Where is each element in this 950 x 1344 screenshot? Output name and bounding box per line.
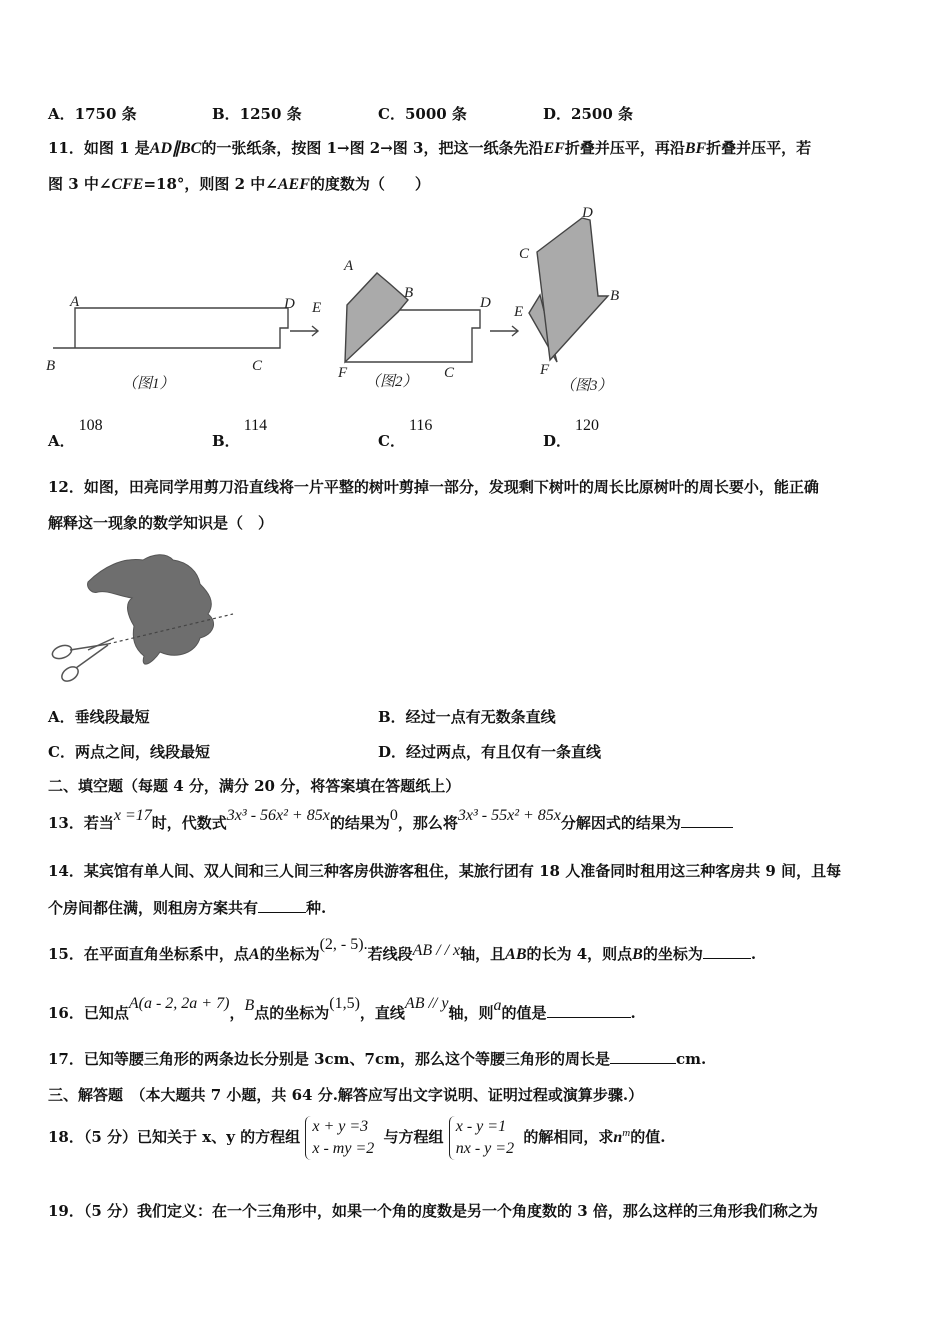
- q17-line: 17．已知等腰三角形的两条边长分别是 3cm、7cm，那么这个等腰三角形的周长是 cm.: [48, 1050, 707, 1068]
- fig3-label-b: B: [610, 288, 620, 304]
- fig2-label-a: A: [344, 258, 354, 274]
- fig3-label-e: E: [514, 304, 524, 320]
- fig1-label-a: A: [70, 294, 80, 310]
- fig1-label-d: D: [284, 296, 295, 312]
- q12-line-2: 解释这一现象的数学知识是（ ）: [48, 514, 274, 532]
- arrow-2: [490, 326, 518, 336]
- q15-line: 15．在平面直角坐标系中，点A的坐标为(2, - 5).若线段AB / / x轴，且AB的长为 4，则点B的坐标为 .: [48, 936, 757, 963]
- section-2-heading: 二、填空题（每题 4 分，满分 20 分，将答案填在答题纸上）: [48, 777, 461, 795]
- figure-3: [529, 218, 608, 362]
- fig1-label-b: B: [46, 358, 56, 374]
- fig1-caption: （图1）: [122, 376, 175, 392]
- fig3-label-f: F: [540, 362, 550, 378]
- q11-option-d: D．120: [543, 417, 600, 450]
- q14-line-2: 个房间都住满，则租房方案共有 种.: [48, 899, 327, 917]
- fig1-label-c: C: [252, 358, 263, 374]
- q12-option-d: D．经过两点，有且仅有一条直线: [378, 743, 602, 761]
- q12-option-b: B．经过一点有无数条直线: [378, 708, 556, 726]
- figure-1-labels: [46, 294, 295, 392]
- fig3-caption: （图3）: [560, 378, 613, 394]
- q13-line: 13．若当x =17时，代数式3x³ - 56x² + 85x的结果为0，那么将3x³ - 55x² + 85x分解因式的结果为: [48, 812, 733, 833]
- fig2-label-e: E: [312, 300, 322, 316]
- q10-option-d: D．2500 条: [543, 105, 633, 123]
- q16-answer-blank[interactable]: [547, 1003, 631, 1018]
- q15-answer-blank[interactable]: [703, 944, 751, 959]
- q11-line-2: 图 3 中∠CFE=18°，则图 2 中∠AEF的度数为（ ）: [48, 175, 430, 193]
- q14-line-1: 14．某宾馆有单人间、双人间和三人间三种客房供游客租住，某旅行团有 18 人准备同时租用这三种客房共 9 间，且每: [48, 862, 842, 880]
- figure-1: [53, 308, 288, 348]
- fig3-label-d: D: [582, 205, 593, 221]
- fig2-label-f: F: [338, 365, 348, 381]
- q18-line: 18．（5 分）已知关于 x、y 的方程组 x + y =3 x - my =2 与方程组 x - y =1 nx - y =2 的解相同，求$n^m$的值.: [48, 1116, 665, 1160]
- q12-line-1: 12．如图，田亮同学用剪刀沿直线将一片平整的树叶剪掉一部分，发现剩下树叶的周长比原树叶的周长要小，能正确: [48, 478, 819, 496]
- q12-option-a: A．垂线段最短: [48, 708, 150, 726]
- q17-answer-blank[interactable]: [610, 1049, 676, 1064]
- q11-figure: [40, 200, 660, 400]
- q16-line: 16．已知点A(a - 2, 2a + 7)，B点的坐标为(1,5)，直线AB // y轴，则a的值是 .: [48, 995, 636, 1022]
- leaf-shape: [88, 555, 214, 664]
- figure-2-labels: [311, 258, 491, 390]
- q11-option-a: A．108: [48, 417, 103, 450]
- q10-option-b: B．1250 条: [212, 105, 302, 123]
- leaf-scissors-figure: [48, 552, 238, 687]
- scissors-icon: [51, 638, 114, 684]
- q10-option-c: C．5000 条: [378, 105, 467, 123]
- fig2-caption: （图2）: [365, 374, 418, 390]
- arrow-1: [290, 326, 318, 336]
- fig3-label-c: C: [519, 246, 530, 262]
- fig2-label-c: C: [444, 365, 455, 381]
- q11-option-c: C．116: [378, 417, 433, 450]
- q18-system-2: x - y =1 nx - y =2: [449, 1116, 518, 1160]
- section-3-heading: 三、解答题 （本大题共 7 小题，共 64 分.解答应写出文字说明、证明过程或演算步骤.）: [48, 1086, 644, 1104]
- q18-system-1: x + y =3 x - my =2: [305, 1116, 378, 1160]
- q14-answer-blank[interactable]: [258, 898, 306, 913]
- q19-line: 19．（5 分）我们定义：在一个三角形中，如果一个角的度数是另一个角度数的 3 倍，那么这样的三角形我们称之为: [48, 1202, 818, 1220]
- fig2-label-b: B: [404, 285, 414, 301]
- q10-option-a: A．1750 条: [48, 105, 137, 123]
- q13-answer-blank[interactable]: [681, 813, 733, 828]
- fig2-label-d: D: [480, 295, 491, 311]
- q11-option-b: B．114: [212, 417, 268, 450]
- q12-option-c: C．两点之间，线段最短: [48, 743, 210, 761]
- q11-line-1: 11．如图 1 是AD∥BC的一张纸条，按图 1→图 2→图 3，把这一纸条先沿EF折叠并压平，再沿BF折叠并压平，若: [48, 139, 812, 157]
